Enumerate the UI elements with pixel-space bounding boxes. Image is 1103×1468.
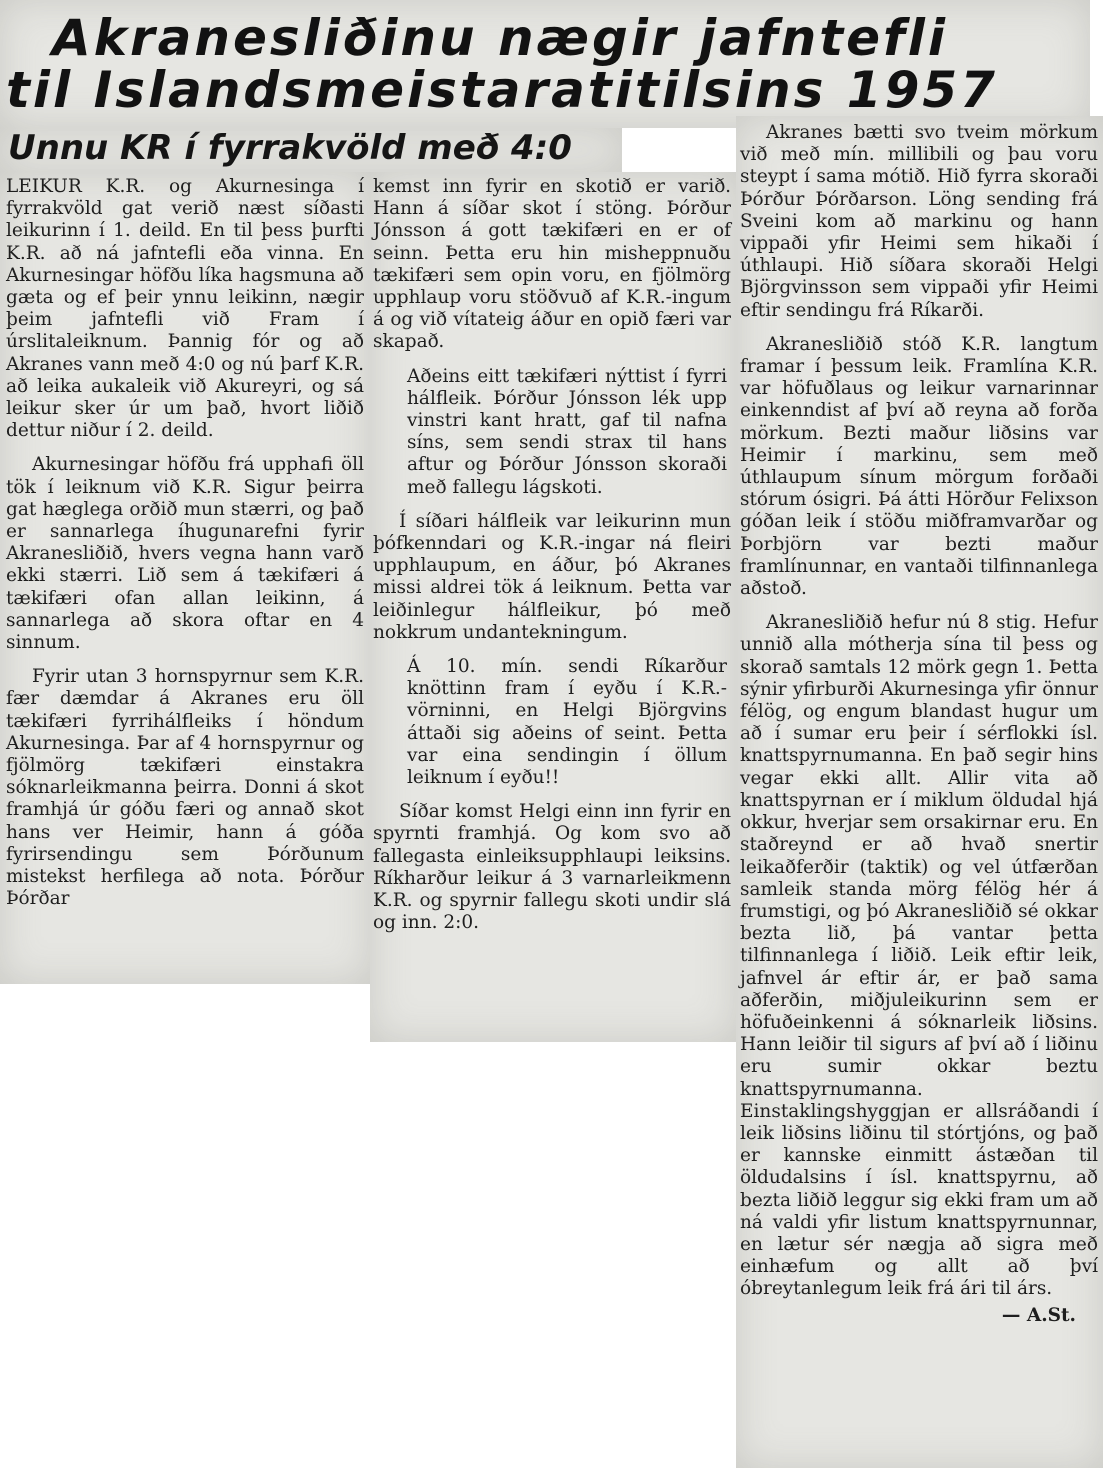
article-column-2 <box>373 176 731 935</box>
paragraph: Síðar komst Helgi einn inn fyrir en spyrnti framhjá. Og kom svo að fallegasta einleiksupphlaupi leiksins. Ríkharður leikur á 3 varnarleikmenn K.R. og spyrnir fallegu skoti undir slá og inn. 2:0. <box>373 801 731 934</box>
article-column-3 <box>740 122 1098 1327</box>
paragraph: Akurnesingar höfðu frá upphafi öll tök í leiknum við K.R. Sigur þeirra gat hæglega orðið mun stærri, og það er sannarlega íhugunarefni fyrir Akranesliðið, hvers vegna hann varð ekki stærri. Lið sem á tækifæri á tækifæri ofan allan leikinn, á sannarlega að skora oftar en 4 sinnum. <box>6 454 364 654</box>
paragraph: Í síðari hálfleik var leikurinn mun þófkenndari og K.R.-ingar ná fleiri upphlaupum, en áður, þó Akranes missi aldrei tök á leiknum. Þetta var leiðinlegur hálfleikur, þó með nokkrum undantekningum. <box>373 510 731 643</box>
author-signature: — A.St. <box>1001 1304 1076 1326</box>
subheadline: Unnu KR í fyrrakvöld með 4:0 <box>8 128 572 168</box>
paragraph: kemst inn fyrir en skotið er varið. Hann á síðar skot í stöng. Þórður Jónsson á gott tækifæri en er of seinn. Þetta eru hin misheppnuðu tækifæri sem opin voru, en fjölmörg upphlaup voru stöðvuð af K.R.-ingum á og við vítateig áður en opið færi var skapað. <box>373 176 731 353</box>
paragraph: Á 10. mín. sendi Ríkarður knöttinn fram í eyðu í K.R.-vörninni, en Helgi Björgvins áttaði sig aðeins of seint. Þetta var eina sendingin í öllum leiknum í eyðu!! <box>407 656 727 789</box>
paragraph: Fyrir utan 3 hornspyrnur sem K.R. fær dæmdar á Akranes eru öll tækifæri fyrrihálfleiks í höndum Akurnesinga. Þar af 4 hornspyrnur og fjölmörg tækifæri einstakra sóknarleikmanna þeirra. Donni á skot framhjá úr góðu færi og annað skot hans ver Heimir, hann á góða fyrirsendingu sem Þórðunum mistekst herfilega að nota. Þórður Þórðar <box>6 666 364 910</box>
headline-line-1: Akranesliðinu nægir jafntefli <box>52 9 949 67</box>
paragraph: Akranes bætti svo tveim mörkum við með mín. millibili og þau voru steypt í sama mótið. Hið fyrra skoraði Þórður Þórðarson. Löng sending frá Sveini kom að markinu og hann vippaði yfir Heimi sem hikaði í úthlaupi. Hið síðara skoraði Helgi Björgvinsson sem vippaði yfir Heimi eftir sendingu frá Ríkarði. <box>740 122 1098 321</box>
paragraph: Akranesliðið hefur nú 8 stig. Hefur unnið alla mótherja sína til þess og skorað samtals 12 mörk gegn 1. Þetta sýnir yfirburði Akurnesinga yfir önnur félög, og engum blandast hugur um að í sumar eru þeir í sérflokki ísl. knattspyrnumanna. En það segir hins vegar ekki allt. Allir vita að knattspyrnan er í miklum öldudal hjá okkur, hverjar sem orsakirnar eru. En staðreynd er að hvað snertir leikaðferðir (taktik) og vel útfærðan samleik standa mörg félög hér á frumstigi, og þó Akranesliðið sé okkar bezta lið, þá vantar þetta tilfinnanlega í liðið. Leik eftir leik, jafnvel ár eftir ár, er það sama aðferðin, miðjuleikurinn sem er höfuðeinkenni á sóknarleik liðsins. Hann leiðir til sigurs af því að í liðinu eru sumir okkar beztu knattspyrnumanna. Einstaklingshyggjan er allsráðandi í leik liðsins liðinu til stórtjóns, og það er kannske einmitt ástæðan til öldudalsins í ísl. knattspyrnu, að bezta liðið leggur sig ekki fram um að ná valdi yfir listum knattspyrnunnar, en lætur sér nægja að sigra með einhæfum og allt að því óbreytanlegum leik frá ári til árs. <box>740 612 1098 1300</box>
article-column-1 <box>6 176 364 911</box>
paragraph: Aðeins eitt tækifæri nýttist í fyrri hálfleik. Þórður Jónsson lék upp vinstri kant hratt, gaf til nafna síns, sem sendi strax til hans aftur og Þórður Jónsson skoraði með fallegu lágskoti. <box>407 365 727 498</box>
headline-line-2: til Islandsmeistaratitilsins 1957 <box>6 61 998 119</box>
paragraph: LEIKUR K.R. og Akurnesinga í fyrrakvöld gat verið næst síðasti leikurinn í 1. deild. En til þess þurfti K.R. að ná jafntefli eða vinna. En Akurnesingar höfðu líka hagsmuna að gæta og ef þeir ynnu leikinn, nægir þeim jafntefli við Fram í úrslitaleiknum. Þannig fór og að Akranes vann með 4:0 og nú þarf K.R. að leika aukaleik við Akureyri, og sá leikur sker úr um það, hvort liðið dettur niður í 2. deild. <box>6 176 364 442</box>
paragraph: Akranesliðið stóð K.R. langtum framar í þessum leik. Framlína K.R. var höfuðlaus og leikur varnarinnar einkenndist af því að reyna að forða mörkum. Bezti maður liðsins var Heimir í markinu, sem með úthlaupum sínum mörgum forðaði stórum ósigri. Þá átti Hörður Felixson góðan leik í stöðu miðframvarðar og Þorbjörn var bezti maður framlínunnar, en vantaði tilfinnanlega aðstoð. <box>740 333 1098 600</box>
